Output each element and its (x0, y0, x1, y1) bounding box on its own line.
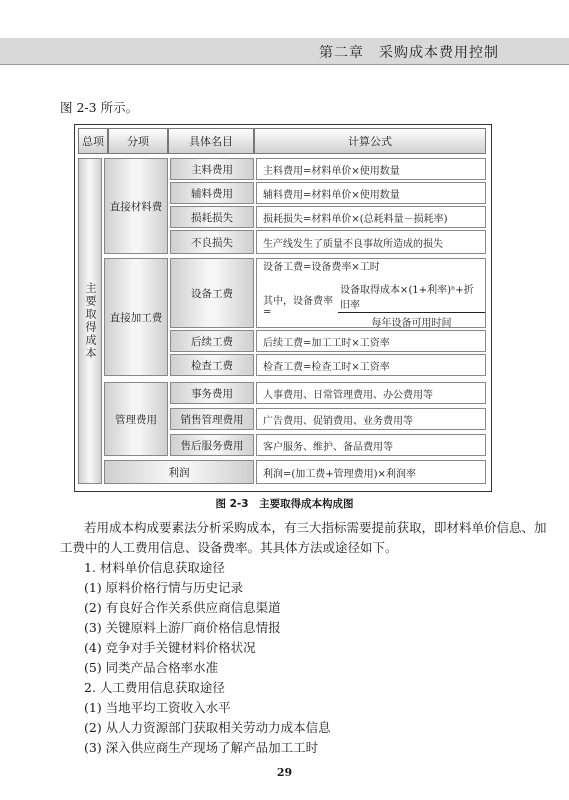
header-sub: 分项 (108, 128, 168, 154)
item-cell: 检查工费 (170, 354, 254, 376)
list-item: (1) 原料价格行情与历史记录 (84, 580, 244, 595)
header-item: 具体名目 (168, 128, 254, 154)
intro-text: 图 2-3 所示。 (60, 100, 139, 115)
item-cell: 损耗损失 (170, 206, 254, 228)
item-cell: 不良损失 (170, 230, 254, 254)
list-item: (3) 深入供应商生产现场了解产品加工工时 (84, 740, 319, 755)
list-item: (3) 关键原料上游厂商价格信息情报 (84, 620, 281, 635)
header-total: 总项 (78, 128, 108, 154)
formula-cell-equipment (256, 258, 486, 328)
formula-line (263, 281, 485, 329)
list-item: (5) 同类产品合格率水准 (84, 660, 219, 675)
formula-cell: 广告费用、促销费用、业务费用等 (256, 408, 486, 430)
item-cell: 售后服务费用 (170, 434, 254, 456)
main-item-cell (78, 158, 102, 484)
profit-label: 利润 (104, 460, 254, 484)
group-management: 管理费用 (104, 382, 168, 456)
formula-cell: 主料费用=材料单价×使用数量 (256, 158, 486, 180)
header-formula: 计算公式 (254, 128, 486, 154)
formula-cell: 检查工费=检查工时×工资率 (256, 354, 486, 376)
list-item: (1) 当地平均工资收入水平 (84, 700, 231, 715)
main-item-label: 主要取得成本 (84, 282, 97, 360)
formula-cell: 损耗损失=材料单价×(总耗料量－损耗率) (256, 206, 486, 228)
item-cell: 辅料费用 (170, 182, 254, 204)
item-cell: 销售管理费用 (170, 408, 254, 430)
paragraph: 工费中的人工费用信息、设备费率。其具体方法或途径如下。 (60, 540, 398, 555)
fraction-denominator: 每年设备可用时间 (371, 317, 452, 329)
formula-cell: 生产线发生了质量不良事故所造成的损失 (256, 230, 486, 254)
paragraph: 若用成本构成要素法分析采购成本，有三大指标需要提前获取，即材料单价信息、加 (84, 520, 547, 535)
fraction-numerator: 设备取得成本×(1+利率)ⁿ+折旧率 (338, 281, 485, 313)
section-heading: 1. 材料单价信息获取途径 (84, 560, 225, 575)
item-cell: 主料费用 (170, 158, 254, 180)
formula-prefix: 其中，设备费率= (263, 295, 333, 318)
formula-cell: 辅料费用=材料单价×使用数量 (256, 182, 486, 204)
formula-cell: 人事费用、日常管理费用、办公费用等 (256, 382, 486, 404)
list-item: (2) 从人力资源部门获取相关劳动力成本信息 (84, 720, 331, 735)
group-material: 直接材料费 (104, 158, 168, 254)
group-processing: 直接加工费 (104, 258, 168, 376)
list-item: (2) 有良好合作关系供应商信息渠道 (84, 600, 281, 615)
profit-formula: 利润=(加工费+管理费用)×利润率 (256, 460, 486, 484)
section-heading: 2. 人工费用信息获取途径 (84, 680, 225, 695)
formula-line: 设备工费=设备费率×工时 (263, 261, 380, 273)
formula-cell: 客户服务、维护、备品费用等 (256, 434, 486, 456)
list-item: (4) 竞争对手关键材料价格状况 (84, 640, 256, 655)
item-cell: 事务费用 (170, 382, 254, 404)
figure-caption: 图 2-3 主要取得成本构成图 (215, 498, 354, 510)
item-cell: 设备工费 (170, 258, 254, 328)
fraction (338, 281, 485, 329)
chapter-title: 第二章 采购成本费用控制 (319, 45, 499, 61)
chapter-header-bar (0, 38, 569, 65)
formula-cell: 后续工费=加工工时×工资率 (256, 330, 486, 352)
item-cell: 后续工费 (170, 330, 254, 352)
page-number: 29 (276, 766, 293, 779)
